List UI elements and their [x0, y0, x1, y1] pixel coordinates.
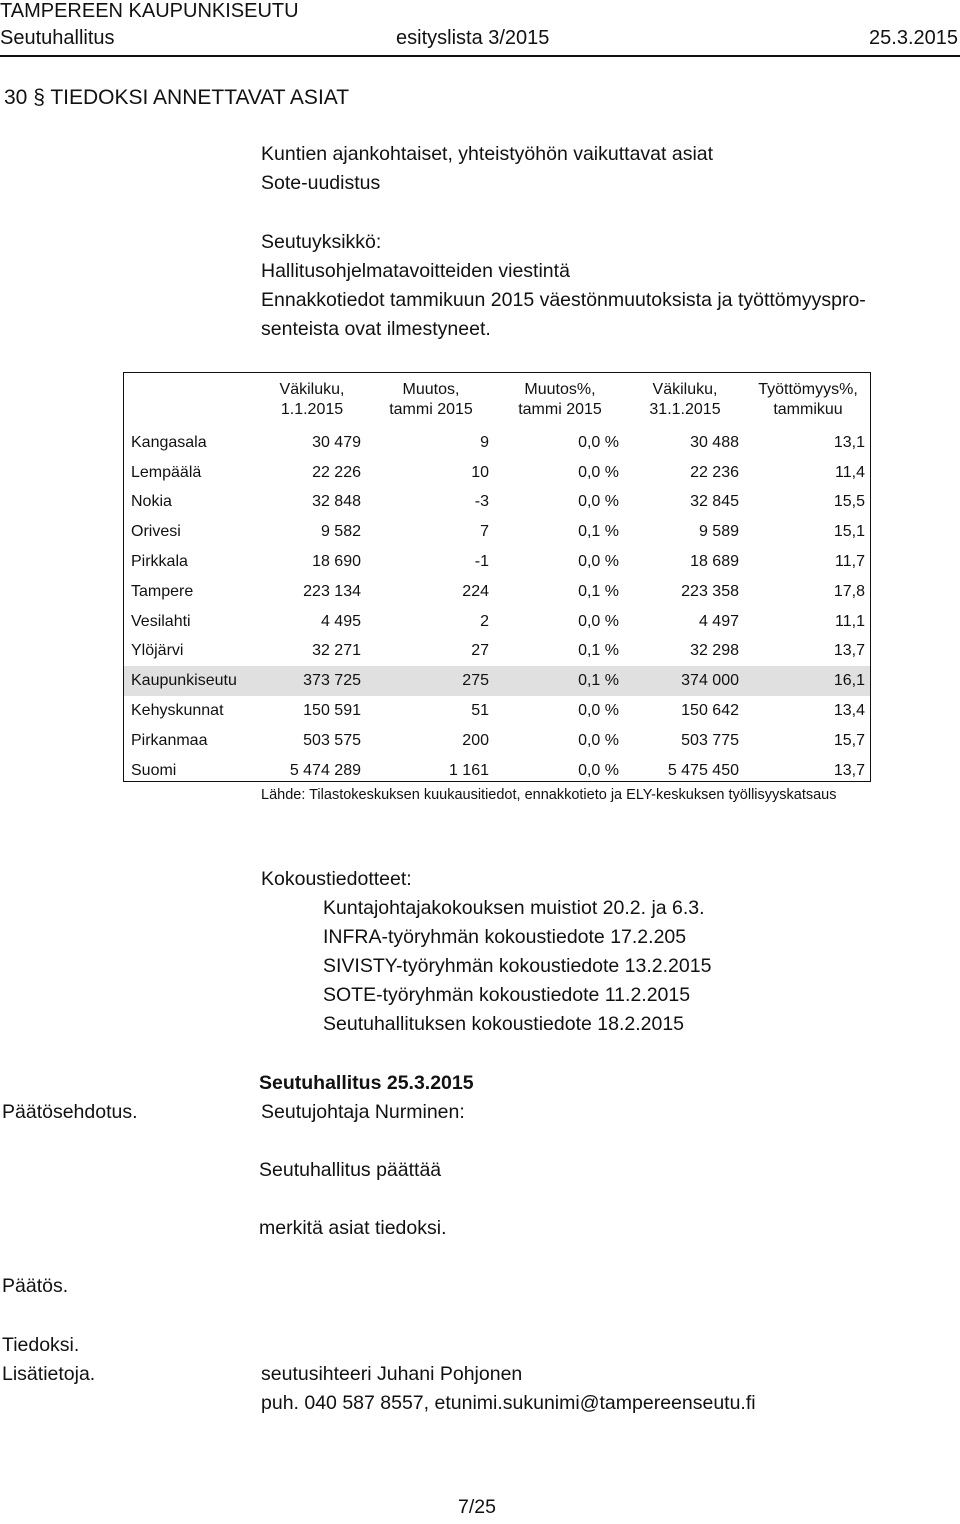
header-rule — [0, 55, 960, 57]
table-cell-value: 0,1 % — [495, 666, 625, 696]
table-cell-value: 224 — [462, 582, 489, 600]
intro-line-2: Sote-uudistus — [261, 172, 381, 194]
header-cell: Muutos, tammi 2015 — [389, 381, 473, 418]
table-cell-value: 30 488 — [690, 433, 739, 451]
header-cell: Väkiluku, 31.1.2015 — [649, 381, 721, 418]
table-cell-value: 0,0 % — [578, 463, 619, 481]
org-name: TAMPEREEN KAUPUNKISEUTU — [0, 0, 299, 22]
table-cell-value: 32 848 — [312, 493, 361, 511]
table-cell-value: 0,1 % — [578, 582, 619, 600]
header-date: 25.3.2015 — [869, 27, 958, 49]
table-row — [123, 577, 871, 607]
table-row — [123, 547, 871, 577]
table-cell-value: 275 — [367, 666, 495, 696]
meeting-item: Seutuhallituksen kokoustiedote 18.2.2015 — [323, 1013, 685, 1035]
intro-line-6: senteista ovat ilmestyneet. — [261, 318, 491, 340]
meetings-title: Kokoustiedotteet: — [261, 868, 412, 890]
table-cell-value: 503 575 — [303, 731, 361, 749]
table-cell-value: 18 690 — [312, 553, 361, 571]
table-row — [123, 637, 871, 667]
table-cell-value: 16,1 — [745, 666, 871, 696]
table-cell-value: 9 — [480, 433, 489, 451]
table-cell-value: 11,1 — [835, 612, 865, 630]
meeting-item: Kuntajohtajakokouksen muistiot 20.2. ja 6.3. — [323, 897, 705, 919]
table-cell-value: 4 495 — [320, 612, 361, 630]
table-cell-value: 5 474 289 — [289, 761, 361, 779]
table-cell-value: 15,5 — [833, 493, 865, 511]
table-cell-name: Kehyskunnat — [131, 702, 224, 720]
table-cell-value: 503 775 — [681, 731, 739, 749]
table-row — [123, 488, 871, 518]
meeting-item: SOTE-työryhmän kokoustiedote 11.2.2015 — [323, 984, 691, 1006]
table-row — [123, 458, 871, 488]
table-cell-value: -1 — [474, 553, 489, 571]
table-cell-value: 0,1 % — [578, 523, 619, 541]
table-cell-value: 32 845 — [690, 493, 739, 511]
table-row — [123, 607, 871, 637]
section-title: 30 § TIEDOKSI ANNETTAVAT ASIAT — [4, 86, 350, 109]
table-cell-value: 30 479 — [312, 433, 361, 451]
decision-label: Päätös. — [2, 1275, 69, 1297]
table-row — [123, 696, 871, 726]
intro-line-3: Seutuyksikkö: — [261, 231, 382, 253]
table-cell-name: Ylöjärvi — [131, 642, 184, 660]
table-source: Lähde: Tilastokeskuksen kuukausitiedot, ennakkotieto ja ELY-keskuksen työllisyyskatsaus — [261, 787, 837, 803]
table-cell-value: 0,1 % — [578, 642, 619, 660]
contact-name: seutusihteeri Juhani Pohjonen — [261, 1363, 523, 1385]
header-cell — [123, 372, 257, 428]
table-cell-value: 0,0 % — [578, 761, 619, 779]
table-cell-value: 15,7 — [833, 731, 865, 749]
table-cell-value: 51 — [471, 702, 489, 720]
meeting-item: SIVISTY-työryhmän kokoustiedote 13.2.2015 — [323, 955, 712, 977]
page-number: 7/25 — [458, 1496, 496, 1518]
proposal-label: Päätösehdotus. — [2, 1101, 138, 1123]
table-cell-value: 17,8 — [833, 582, 865, 600]
table-cell-value: 18 689 — [690, 553, 739, 571]
table-cell-value: 0,0 % — [578, 433, 619, 451]
table-cell-value: 13,7 — [833, 642, 865, 660]
table-cell-name: Tampere — [131, 582, 194, 600]
table-cell-value: 150 642 — [681, 702, 739, 720]
table-cell-name: Vesilahti — [131, 612, 191, 630]
table-cell-name: Suomi — [131, 761, 177, 779]
table-cell-name: Pirkanmaa — [131, 731, 208, 749]
table-cell-name: Lempäälä — [131, 463, 202, 481]
table-cell-name: Pirkkala — [131, 553, 188, 571]
intro-line-5: Ennakkotiedot tammikuun 2015 väestönmuutoksista ja työttömyyspro- — [261, 289, 866, 311]
meeting-date-heading: Seutuhallitus 25.3.2015 — [259, 1072, 474, 1094]
table-row — [123, 756, 871, 786]
table-cell-value: 13,4 — [833, 702, 865, 720]
table-cell-value: 32 271 — [312, 642, 361, 660]
table-cell-name: Kangasala — [131, 433, 207, 451]
header-body: Seutuhallitus — [0, 27, 115, 49]
table-cell-name: Nokia — [131, 493, 172, 511]
table-row — [123, 666, 871, 696]
table-cell-value: 13,1 — [833, 433, 865, 451]
more-info-label: Lisätietoja. — [2, 1363, 96, 1385]
table-cell-name: Kaupunkiseutu — [123, 666, 257, 696]
table-row — [123, 428, 871, 458]
table-cell-value: 0,0 % — [578, 731, 619, 749]
header-cell: Väkiluku, 1.1.2015 — [279, 381, 345, 418]
table-cell-value: 15,1 — [833, 523, 865, 541]
table-cell-value: 373 725 — [257, 666, 367, 696]
table-cell-value: 22 226 — [312, 463, 361, 481]
table-cell-value: 10 — [471, 463, 489, 481]
table-cell-value: 4 497 — [698, 612, 739, 630]
table-cell-name: Orivesi — [131, 523, 181, 541]
table-cell-value: 7 — [480, 523, 489, 541]
table-cell-value: 374 000 — [625, 666, 745, 696]
population-table — [123, 372, 871, 786]
header-cell: Muutos%, tammi 2015 — [518, 381, 602, 418]
table-cell-value: 2 — [480, 612, 489, 630]
table-cell-value: 0,0 % — [578, 702, 619, 720]
table-cell-value: 9 582 — [320, 523, 361, 541]
table-cell-value: 11,4 — [835, 463, 865, 481]
table-header-row — [123, 372, 871, 428]
intro-line-4: Hallitusohjelmatavoitteiden viestintä — [261, 260, 570, 282]
proposer: Seutujohtaja Nurminen: — [261, 1101, 465, 1123]
table-row — [123, 517, 871, 547]
table-row — [123, 726, 871, 756]
contact-info: puh. 040 587 8557, etunimi.sukunimi@tampereenseutu.fi — [261, 1392, 756, 1414]
decision-action: merkitä asiat tiedoksi. — [259, 1217, 447, 1239]
decision-intro: Seutuhallitus päättää — [259, 1159, 442, 1181]
table-cell-value: -3 — [474, 493, 489, 511]
header-doc: esityslista 3/2015 — [396, 27, 550, 49]
intro-line-1: Kuntien ajankohtaiset, yhteistyöhön vaikuttavat asiat — [261, 143, 714, 165]
table-cell-value: 5 475 450 — [667, 761, 739, 779]
table-cell-value: 27 — [471, 642, 489, 660]
info-label: Tiedoksi. — [2, 1334, 80, 1356]
table-cell-value: 32 298 — [690, 642, 739, 660]
header-cell: Työttömyys%, tammikuu — [758, 381, 858, 418]
table-cell-value: 150 591 — [303, 702, 361, 720]
table-cell-value: 223 134 — [303, 582, 361, 600]
table-cell-value: 223 358 — [681, 582, 739, 600]
table-cell-value: 0,0 % — [578, 493, 619, 511]
table-cell-value: 22 236 — [690, 463, 739, 481]
table-cell-value: 0,0 % — [578, 612, 619, 630]
meeting-item: INFRA-työryhmän kokoustiedote 17.2.205 — [323, 926, 687, 948]
table-cell-value: 9 589 — [698, 523, 739, 541]
table-cell-value: 11,7 — [835, 553, 865, 571]
table-cell-value: 13,7 — [833, 761, 865, 779]
table-cell-value: 1 161 — [448, 761, 489, 779]
table-cell-value: 200 — [462, 731, 489, 749]
table-cell-value: 0,0 % — [578, 553, 619, 571]
